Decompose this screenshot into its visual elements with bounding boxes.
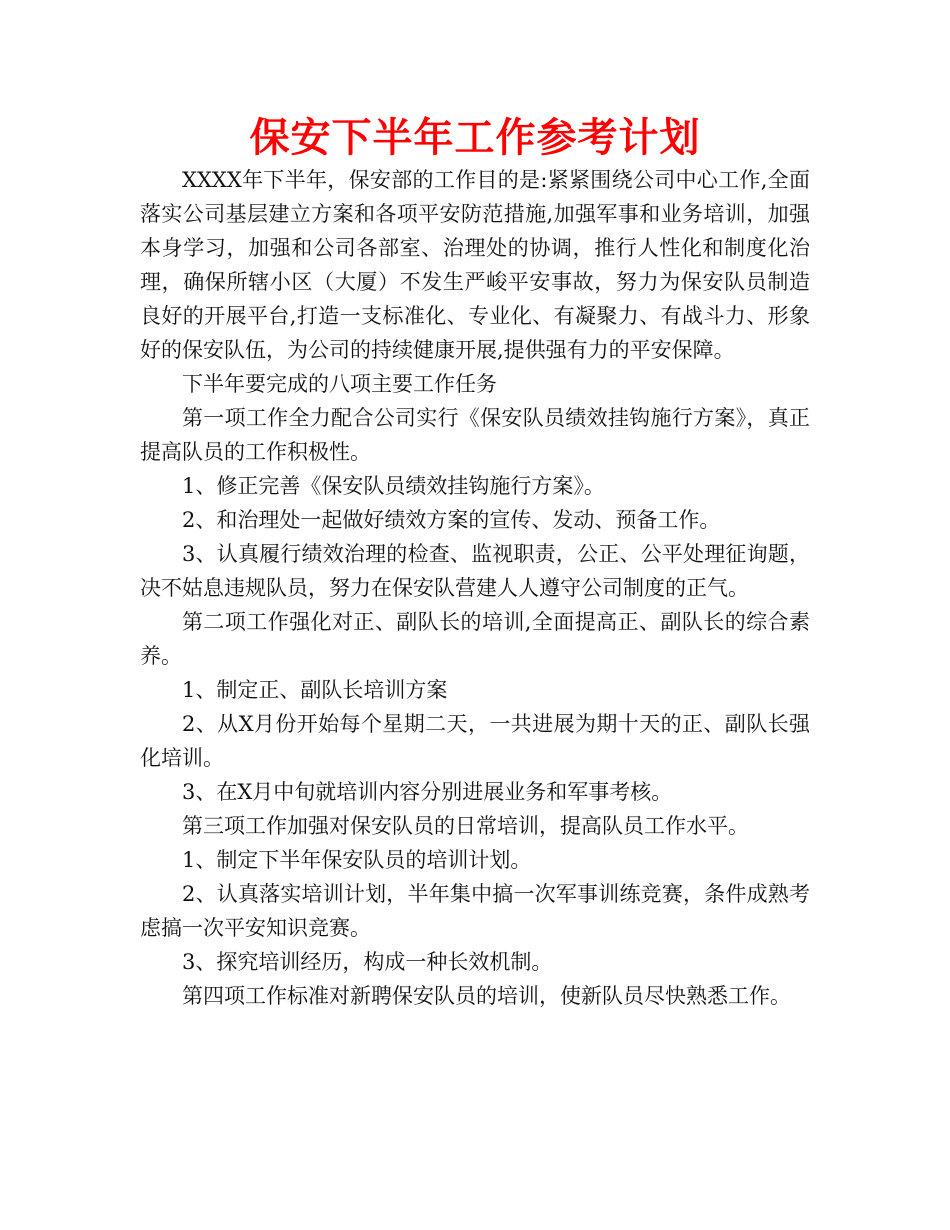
paragraph-task-1-item-3: 3、认真履行绩效治理的检查、监视职责，公正、公平处理征询题，决不姑息违规队员，努力在保安队营建人人遵守公司制度的正气。 xyxy=(140,542,810,600)
paragraph-heading-tasks: 下半年要完成的八项主要工作任务 xyxy=(182,372,497,396)
document-body xyxy=(140,163,810,1013)
paragraph-task-2: 第二项工作强化对正、副队长的培训,全面提高正、副队长的综合素养。 xyxy=(140,610,810,668)
paragraph-task-3-item-2: 2、认真落实培训计划，半年集中搞一次军事训练竞赛，条件成熟考虑搞一次平安知识竞赛。 xyxy=(140,882,810,940)
paragraph-task-1: 第一项工作全力配合公司实行《保安队员绩效挂钩施行方案》，真正提高队员的工作积极性。 xyxy=(140,406,810,464)
paragraph-task-2-item-1: 1、制定正、副队长培训方案 xyxy=(182,678,448,702)
paragraph-task-4: 第四项工作标准对新聘保安队员的培训，使新队员尽快熟悉工作。 xyxy=(182,984,791,1008)
paragraph-task-2-item-2: 2、从X月份开始每个星期二天，一共进展为期十天的正、副队长强化培训。 xyxy=(140,712,810,770)
paragraph-task-1-item-1: 1、修正完善《保安队员绩效挂钩施行方案》。 xyxy=(182,474,605,498)
paragraph-intro: XXXX年下半年，保安部的工作目的是:紧紧围绕公司中心工作,全面落实公司基层建立方案和各项平安防范措施,加强军事和业务培训，加强本身学习，加强和公司各部室、治理处的协调，推行人性化和制度化治理，确保所辖小区（大厦）不发生严峻平安事故，努力为保安队员制造良好的开展平台,打造一支标准化、专业化、有凝聚力、有战斗力、形象好的保安队伍，为公司的持续健康开展,提供强有力的平安保障。 xyxy=(140,168,810,362)
paragraph-task-2-item-3: 3、在X月中旬就培训内容分别进展业务和军事考核。 xyxy=(182,780,673,804)
paragraph-task-1-item-2: 2、和治理处一起做好绩效方案的宣传、发动、预备工作。 xyxy=(182,508,721,532)
paragraph-task-3-item-3: 3、探究培训经历，构成一种长效机制。 xyxy=(182,950,553,974)
document-title: 保安下半年工作参考计划 xyxy=(249,115,701,161)
paragraph-task-3-item-1: 1、制定下半年保安队员的培训计划。 xyxy=(182,848,532,872)
paragraph-task-3: 第三项工作加强对保安队员的日常培训，提高队员工作水平。 xyxy=(182,814,749,838)
